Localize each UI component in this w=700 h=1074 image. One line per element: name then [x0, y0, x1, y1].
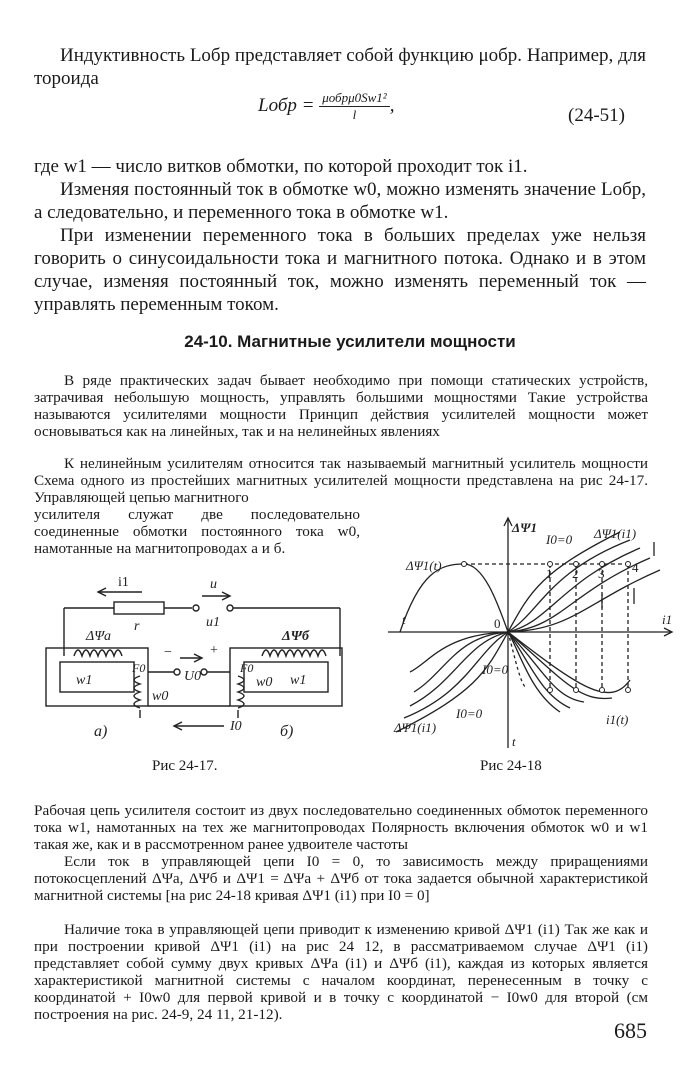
paragraph-nonlinear-continued: усилителя служат две последовательно соединенные обмотки постоянного тока w0, намотанные на магнитопроводах a и б.	[34, 506, 360, 557]
paragraph-large-range: При изменении переменного тока в больших пределах уже нельзя говорить о синусоидальности тока и магнитного потока. Однако и в этом случае, изменяя постоянный ток, можно изменять переменный ток — управлять переменным током.	[34, 225, 646, 315]
equation-number: (24-51)	[568, 105, 625, 126]
label-n3: 3	[598, 566, 605, 581]
formula-trail: ,	[389, 94, 395, 116]
section-heading: 24-10. Магнитные усилители мощности	[184, 332, 516, 351]
label-a: а)	[94, 723, 108, 740]
label-f0-left: F0	[132, 661, 146, 675]
label-n2: 2	[572, 566, 579, 581]
label-w0-right: w0	[256, 675, 273, 690]
formula-24-51	[258, 90, 394, 123]
label-i0-zero-top: I0=0	[546, 532, 573, 547]
label-i0-zero-low: I0=0	[456, 706, 483, 721]
label-psi-t: ΔΨ1(t)	[406, 558, 442, 573]
label-i0-zero-mid: I0=0	[482, 662, 509, 677]
label-n1: 1	[546, 566, 553, 581]
paragraph-working-circuit: Рабочая цепь усилителя состоит из двух последовательно соединенных обмоток переменного тока w1, намотанных на тех же магнитопроводах Полярность включения обмоток w0 и w1 такая же, как и в рассмотренном ранее удвоителе частоты	[34, 802, 648, 853]
formula-numerator: μобрμ0Sw1²	[319, 90, 390, 107]
label-u1: u1	[206, 615, 220, 630]
curve-top-3	[508, 558, 650, 632]
label-dpsi-b: ΔΨб	[282, 629, 309, 644]
label-dpsi-a: ΔΨa	[86, 629, 112, 644]
label-psi-i1-bottom: ΔΨ1(i1)	[394, 720, 437, 735]
label-axis-i1: i1	[662, 612, 673, 627]
label-f0-right: F0	[240, 661, 254, 675]
label-i1: i1	[118, 575, 129, 590]
formula-lhs: Lобр =	[258, 94, 315, 116]
formula-fraction	[319, 90, 390, 123]
label-axis-psi: ΔΨ1	[512, 520, 538, 535]
curve-bottom-0	[396, 632, 508, 732]
caption-fig-24-18: Рис 24-18	[480, 758, 542, 774]
resistor-r	[114, 602, 164, 614]
label-r: r	[134, 619, 140, 634]
label-psi-i1-top: ΔΨ1(i1)	[594, 526, 637, 541]
label-plus: +	[210, 643, 218, 658]
paragraph-tasks: В ряде практических задач бывает необходимо при помощи статических устройств, затрачивая небольшую мощность, управлять большими мощностями Такие устройства называются усилителями мощности Принцип действия усилителей мощности может основываться как на линейных, так и на нелинейных явлениях	[34, 372, 648, 440]
figure-24-18	[380, 512, 680, 756]
label-w0-left: w0	[152, 689, 169, 704]
core-a	[46, 648, 148, 706]
label-axis-t-left: t	[402, 612, 406, 627]
label-w1-left: w1	[76, 673, 93, 688]
paragraph-zero-current: Если ток в управляющей цепи I0 = 0, то зависимость между приращениями потокосцеплений ΔΨa, ΔΨб и ΔΨ1 = ΔΨa + ΔΨб от тока задается обычной характеристикой магнитной системы [на рис 24-18 кривая ΔΨ1 (i1) при I0 = 0]	[34, 853, 648, 904]
figure-24-17	[34, 560, 380, 750]
label-u: u	[210, 577, 217, 592]
label-i0: I0	[230, 719, 242, 734]
formula-denominator: l	[352, 107, 357, 122]
caption-fig-24-17: Рис 24-17.	[152, 758, 218, 774]
paragraph-control-current: Наличие тока в управляющей цепи приводит к изменению кривой ΔΨ1 (i1) Так же как и при построении кривой ΔΨ1 (i1) на рис 24 12, в рассматриваемом случае ΔΨ1 (i1) представляет собой сумму двух кривых ΔΨa (i1) и ΔΨб (i1), каждая из которых является характеристикой магнитной системы с началом координат, перенесенным в точку с координатой + I0w0 для первой кривой и в точку с координатой − I0w0 для второй (см построения на рис. 24-9, 24 11, 21-12).	[34, 921, 648, 1023]
label-u0: U0	[184, 669, 202, 684]
label-minus: −	[164, 645, 172, 660]
label-axis-t-bottom: t	[512, 734, 516, 749]
paragraph-inductance: Индуктивность Lобр представляет собой функцию μобр. Например, для тороида	[34, 45, 646, 89]
paragraph-nonlinear: К нелинейным усилителям относится так называемый магнитный усилитель мощности Схема одного из простейших магнитных усилителей мощности представлена на рис 24-17. Управляющей цепью магнитного	[34, 455, 648, 506]
label-origin: 0	[494, 616, 501, 631]
page-number: 685	[614, 1018, 647, 1043]
paragraph-where: где w1 — число витков обмотки, по которой проходит ток i1.	[34, 156, 528, 177]
paragraph-changing: Изменяя постоянный ток в обмотке w0, можно изменять значение Lобр, а следовательно, и переменного тока в обмотке w1.	[34, 179, 646, 223]
label-n4: 4	[632, 560, 639, 575]
label-w1-right: w1	[290, 673, 307, 688]
curve-psi-t	[400, 564, 508, 632]
label-b: б)	[280, 723, 294, 740]
label-i1-t: i1(t)	[606, 712, 629, 727]
